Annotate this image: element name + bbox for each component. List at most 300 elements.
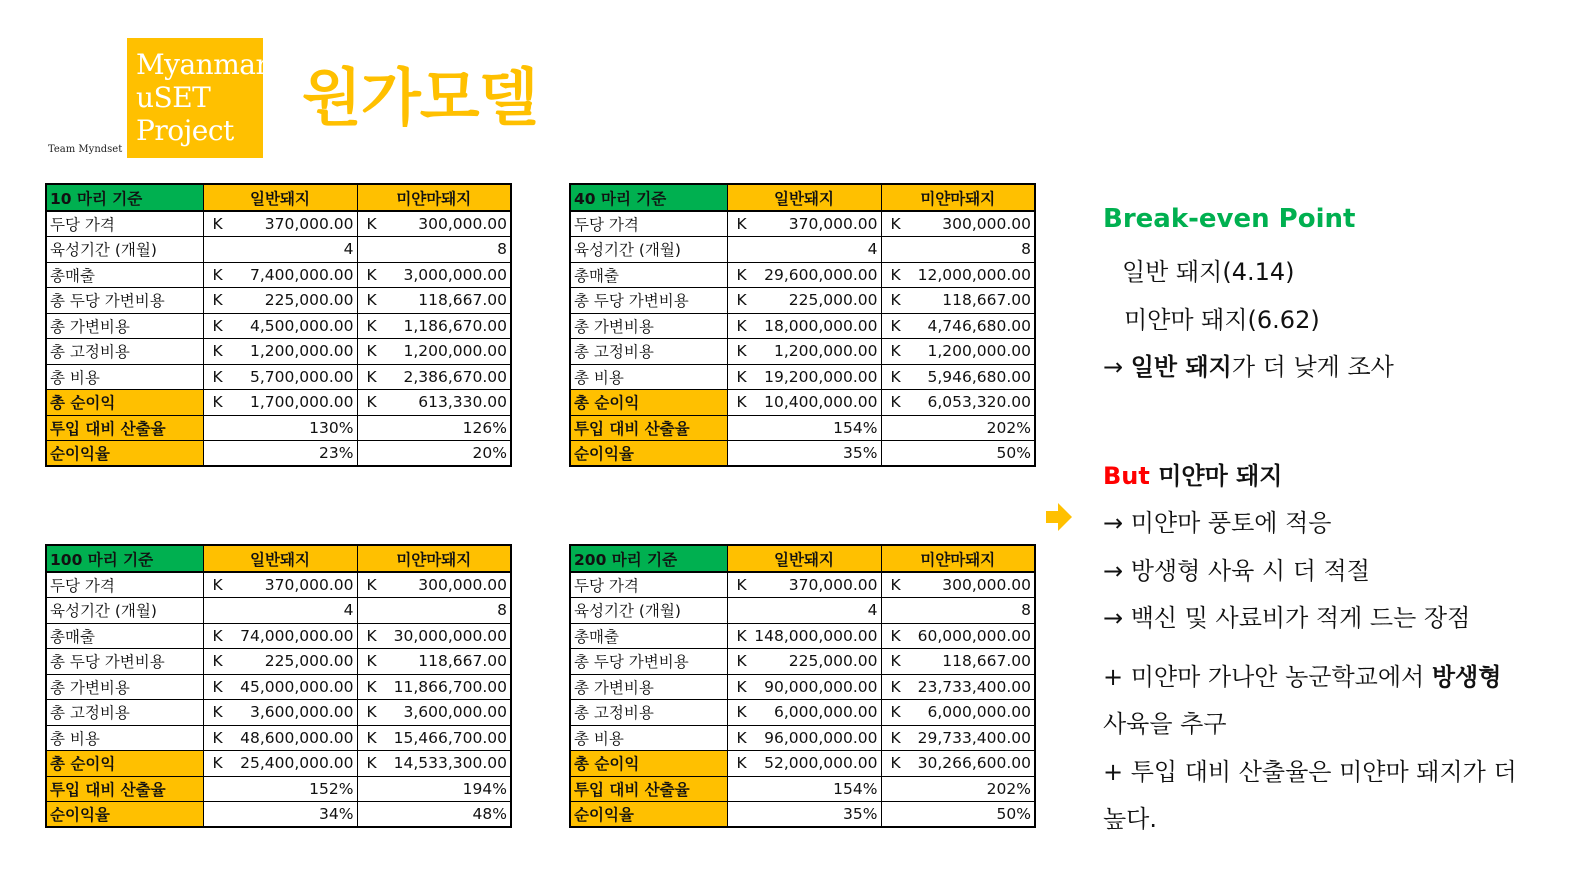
cell-value: 1,200,000.00: [249, 342, 354, 361]
table-row: [570, 441, 1035, 467]
row-label: 총 고정비용: [570, 700, 727, 726]
table-row: [46, 288, 511, 314]
currency-label: K: [890, 576, 901, 594]
table-header-label: 10 마리 기준: [46, 184, 203, 211]
column-header-general: 일반돼지: [203, 545, 357, 572]
but-rest: 미얀마 돼지: [1149, 462, 1283, 490]
currency-label: K: [890, 626, 901, 645]
cell-value: 12,000,000.00: [917, 265, 1031, 284]
value-cell: 4: [727, 237, 881, 263]
row-label: 순이익율: [570, 441, 727, 467]
row-label: 총매출: [46, 262, 203, 288]
value-cell: [881, 623, 1035, 649]
row-label: 총 순이익: [570, 390, 727, 416]
row-label: 육성기간 (개월): [46, 598, 203, 624]
value-cell: 8: [881, 598, 1035, 624]
currency-label: K: [736, 754, 747, 773]
additional-1: [1103, 657, 1501, 692]
cell-value: 96,000,000.00: [764, 728, 878, 747]
cell-value: 300,000.00: [418, 215, 507, 233]
row-label: 총매출: [570, 623, 727, 649]
value-cell: [727, 649, 881, 675]
currency-label: K: [366, 215, 377, 233]
row-label: 총 가변비용: [570, 313, 727, 339]
additional-2: + 투입 대비 산출율은 미얀마 돼지가 더: [1103, 758, 1517, 786]
row-label: 투입 대비 산출율: [570, 415, 727, 441]
value-cell: [357, 725, 511, 751]
cell-value: 74,000,000.00: [240, 626, 354, 645]
cost-table-40: [569, 183, 1036, 467]
bep-line-myanmar: 미얀마 돼지(6.62): [1124, 306, 1320, 334]
currency-label: K: [736, 393, 747, 412]
row-label: 두당 가격: [570, 572, 727, 598]
bep-title: Break-even Point: [1103, 204, 1356, 234]
table-row: [570, 674, 1035, 700]
currency-label: K: [890, 754, 901, 773]
cell-value: 300,000.00: [942, 576, 1031, 594]
value-cell: [727, 390, 881, 416]
value-cell: [727, 700, 881, 726]
additional-1-bold: 방생형: [1431, 663, 1502, 691]
value-cell: 8: [881, 237, 1035, 263]
table-row: [46, 364, 511, 390]
cell-value: 15,466,700.00: [393, 728, 507, 747]
column-header-myanmar: 미얀마돼지: [357, 184, 511, 211]
value-cell: [727, 623, 881, 649]
currency-label: K: [212, 342, 223, 361]
value-cell: [881, 390, 1035, 416]
cell-value: 6,053,320.00: [927, 393, 1031, 412]
currency-label: K: [212, 265, 223, 284]
table-row: [46, 441, 511, 467]
table-row: [570, 288, 1035, 314]
value-cell: [357, 751, 511, 777]
cell-value: 1,200,000.00: [773, 342, 878, 361]
value-cell: [727, 572, 881, 598]
table-row: [46, 751, 511, 777]
table-row: [570, 262, 1035, 288]
currency-label: K: [736, 677, 747, 696]
currency-label: K: [736, 652, 747, 671]
value-cell: [881, 262, 1035, 288]
value-cell: [357, 313, 511, 339]
table-row: [46, 237, 511, 263]
team-name: Team Myndset: [48, 144, 123, 155]
row-label: 총 두당 가변비용: [570, 649, 727, 675]
table-row: [46, 390, 511, 416]
currency-label: K: [366, 703, 377, 722]
currency-label: K: [890, 265, 901, 284]
currency-label: K: [890, 291, 901, 310]
currency-label: K: [366, 316, 377, 335]
value-cell: [727, 211, 881, 237]
table-row: [570, 415, 1035, 441]
cost-table-10: [45, 183, 512, 467]
logo-line: Project: [136, 114, 234, 147]
currency-label: K: [890, 342, 901, 361]
cost-table-200: [569, 544, 1036, 828]
value-cell: [881, 700, 1035, 726]
value-cell: [357, 262, 511, 288]
value-cell: [727, 339, 881, 365]
row-label: 두당 가격: [46, 211, 203, 237]
bep-conclusion: [1103, 347, 1394, 382]
value-cell: 130%: [203, 415, 357, 441]
value-cell: [203, 674, 357, 700]
table-row: [570, 598, 1035, 624]
table-header-row: [570, 184, 1035, 211]
currency-label: K: [890, 393, 901, 412]
cell-value: 225,000.00: [264, 652, 354, 671]
table-row: [570, 751, 1035, 777]
currency-label: K: [366, 291, 377, 310]
value-cell: [203, 288, 357, 314]
table-header-label: 100 마리 기준: [46, 545, 203, 572]
value-cell: [881, 725, 1035, 751]
value-cell: [727, 751, 881, 777]
value-cell: [357, 211, 511, 237]
column-header-myanmar: 미얀마돼지: [881, 545, 1035, 572]
cell-value: 613,330.00: [418, 393, 507, 412]
table-row: [46, 313, 511, 339]
row-label: 두당 가격: [46, 572, 203, 598]
row-label: 육성기간 (개월): [570, 237, 727, 263]
value-cell: 8: [357, 237, 511, 263]
row-label: 투입 대비 산출율: [46, 415, 203, 441]
additional-1-cont: 사육을 추구: [1103, 710, 1227, 738]
cell-value: 3,600,000.00: [403, 703, 507, 722]
table-header-row: [570, 545, 1035, 572]
value-cell: [203, 572, 357, 598]
value-cell: [881, 572, 1035, 598]
currency-label: K: [736, 728, 747, 747]
point-2: → 방생형 사육 시 더 적절: [1103, 557, 1370, 585]
value-cell: [881, 364, 1035, 390]
cell-value: 10,400,000.00: [764, 393, 878, 412]
table-row: [46, 415, 511, 441]
value-cell: 4: [203, 598, 357, 624]
currency-label: K: [212, 626, 223, 645]
cell-value: 370,000.00: [264, 215, 354, 233]
currency-label: K: [212, 367, 223, 386]
cost-table-100: [45, 544, 512, 828]
value-cell: [357, 649, 511, 675]
value-cell: [203, 339, 357, 365]
value-cell: [727, 674, 881, 700]
table-row: [46, 572, 511, 598]
cell-value: 118,667.00: [418, 291, 507, 310]
currency-label: K: [212, 393, 223, 412]
column-header-general: 일반돼지: [727, 545, 881, 572]
cell-value: 60,000,000.00: [917, 626, 1031, 645]
currency-label: K: [366, 626, 377, 645]
cell-value: 370,000.00: [264, 576, 354, 594]
table-row: [46, 802, 511, 828]
cell-value: 30,000,000.00: [393, 626, 507, 645]
table-row: [570, 776, 1035, 802]
table-row: [570, 802, 1035, 828]
cell-value: 29,733,400.00: [917, 728, 1031, 747]
value-cell: [203, 649, 357, 675]
bep-arrow: →: [1103, 353, 1131, 381]
cell-value: 6,000,000.00: [773, 703, 878, 722]
value-cell: [881, 288, 1035, 314]
value-cell: [203, 262, 357, 288]
value-cell: [881, 751, 1035, 777]
table-row: [570, 237, 1035, 263]
cell-value: 300,000.00: [418, 576, 507, 594]
table-row: [570, 313, 1035, 339]
cell-value: 19,200,000.00: [764, 367, 878, 386]
value-cell: [881, 211, 1035, 237]
column-header-myanmar: 미얀마돼지: [357, 545, 511, 572]
row-label: 총 비용: [570, 364, 727, 390]
row-label: 총매출: [570, 262, 727, 288]
value-cell: 50%: [881, 441, 1035, 467]
cell-value: 90,000,000.00: [764, 677, 878, 696]
cell-value: 118,667.00: [942, 652, 1031, 671]
project-logo: [127, 38, 269, 158]
row-label: 총 순이익: [570, 751, 727, 777]
currency-label: K: [366, 576, 377, 594]
but-line: [1103, 456, 1283, 491]
bep-line-general: 일반 돼지(4.14): [1122, 258, 1295, 286]
additional-2-cont: 높다.: [1103, 805, 1157, 833]
currency-label: K: [890, 652, 901, 671]
value-cell: [203, 211, 357, 237]
cell-value: 4,500,000.00: [249, 316, 354, 335]
point-3: → 백신 및 사료비가 적게 드는 장점: [1103, 604, 1471, 632]
value-cell: [357, 288, 511, 314]
currency-label: K: [890, 728, 901, 747]
cell-value: 5,700,000.00: [249, 367, 354, 386]
row-label: 총 순이익: [46, 390, 203, 416]
row-label: 총 비용: [570, 725, 727, 751]
row-label: 육성기간 (개월): [570, 598, 727, 624]
logo-line: uSET: [136, 81, 211, 114]
row-label: 순이익율: [46, 802, 203, 828]
value-cell: [357, 364, 511, 390]
arrow-right-icon: [1046, 503, 1072, 531]
column-header-myanmar: 미얀마돼지: [881, 184, 1035, 211]
cell-value: 18,000,000.00: [764, 316, 878, 335]
currency-label: K: [366, 754, 377, 773]
value-cell: 35%: [727, 802, 881, 828]
table-row: [46, 623, 511, 649]
currency-label: K: [736, 291, 747, 310]
value-cell: 35%: [727, 441, 881, 467]
currency-label: K: [366, 342, 377, 361]
cell-value: 30,266,600.00: [917, 754, 1031, 773]
table-row: [46, 598, 511, 624]
cell-value: 25,400,000.00: [240, 754, 354, 773]
table-row: [46, 725, 511, 751]
currency-label: K: [736, 342, 747, 361]
cell-value: 225,000.00: [788, 291, 878, 310]
bep-bold: 일반 돼지: [1130, 353, 1232, 381]
currency-label: K: [366, 265, 377, 284]
row-label: 총 고정비용: [570, 339, 727, 365]
value-cell: 154%: [727, 415, 881, 441]
value-cell: [727, 288, 881, 314]
cell-value: 148,000,000.00: [754, 626, 878, 645]
cell-value: 1,700,000.00: [249, 393, 354, 412]
row-label: 총 고정비용: [46, 339, 203, 365]
table-row: [570, 211, 1035, 237]
value-cell: [727, 262, 881, 288]
cell-value: 118,667.00: [942, 291, 1031, 310]
cell-value: 118,667.00: [418, 652, 507, 671]
currency-label: K: [736, 626, 747, 645]
row-label: 총 가변비용: [46, 674, 203, 700]
value-cell: 152%: [203, 776, 357, 802]
value-cell: [881, 649, 1035, 675]
value-cell: 50%: [881, 802, 1035, 828]
bep-rest: 가 더 낮게 조사: [1231, 353, 1394, 381]
currency-label: K: [736, 703, 747, 722]
value-cell: [357, 700, 511, 726]
table-header-label: 200 마리 기준: [570, 545, 727, 572]
value-cell: [203, 313, 357, 339]
value-cell: [203, 700, 357, 726]
currency-label: K: [890, 215, 901, 233]
cell-value: 225,000.00: [264, 291, 354, 310]
table-row: [46, 649, 511, 675]
row-label: 총 두당 가변비용: [46, 288, 203, 314]
table-row: [570, 623, 1035, 649]
currency-label: K: [212, 576, 223, 594]
value-cell: [357, 674, 511, 700]
row-label: 투입 대비 산출율: [46, 776, 203, 802]
currency-label: K: [212, 652, 223, 671]
value-cell: 202%: [881, 415, 1035, 441]
currency-label: K: [366, 652, 377, 671]
value-cell: 126%: [357, 415, 511, 441]
value-cell: [357, 390, 511, 416]
cell-value: 225,000.00: [788, 652, 878, 671]
row-label: 두당 가격: [570, 211, 727, 237]
currency-label: K: [890, 367, 901, 386]
currency-label: K: [212, 291, 223, 310]
value-cell: 20%: [357, 441, 511, 467]
table-row: [570, 364, 1035, 390]
cell-value: 370,000.00: [788, 576, 878, 594]
cell-value: 5,946,680.00: [927, 367, 1031, 386]
cell-value: 23,733,400.00: [917, 677, 1031, 696]
cell-value: 48,600,000.00: [240, 728, 354, 747]
row-label: 총 순이익: [46, 751, 203, 777]
table-row: [570, 572, 1035, 598]
row-label: 총 비용: [46, 364, 203, 390]
row-label: 순이익율: [46, 441, 203, 467]
currency-label: K: [736, 215, 747, 233]
row-label: 총매출: [46, 623, 203, 649]
table-row: [46, 674, 511, 700]
cell-value: 6,000,000.00: [927, 703, 1031, 722]
value-cell: [203, 751, 357, 777]
cell-value: 14,533,300.00: [393, 754, 507, 773]
value-cell: 194%: [357, 776, 511, 802]
currency-label: K: [736, 265, 747, 284]
value-cell: [727, 364, 881, 390]
cell-value: 1,200,000.00: [403, 342, 507, 361]
cell-value: 1,186,670.00: [403, 316, 507, 335]
row-label: 총 비용: [46, 725, 203, 751]
value-cell: 4: [727, 598, 881, 624]
currency-label: K: [212, 728, 223, 747]
table-header-row: [46, 184, 511, 211]
value-cell: 4: [203, 237, 357, 263]
value-cell: [203, 364, 357, 390]
table-header-label: 40 마리 기준: [570, 184, 727, 211]
value-cell: [357, 572, 511, 598]
row-label: 투입 대비 산출율: [570, 776, 727, 802]
cell-value: 1,200,000.00: [927, 342, 1031, 361]
currency-label: K: [736, 576, 747, 594]
currency-label: K: [366, 728, 377, 747]
cell-value: 4,746,680.00: [927, 316, 1031, 335]
table-row: [46, 262, 511, 288]
value-cell: 34%: [203, 802, 357, 828]
value-cell: [203, 725, 357, 751]
row-label: 총 고정비용: [46, 700, 203, 726]
table-row: [46, 776, 511, 802]
page-title: 원가모델: [302, 61, 538, 134]
currency-label: K: [366, 677, 377, 696]
column-header-general: 일반돼지: [203, 184, 357, 211]
value-cell: [203, 623, 357, 649]
currency-label: K: [890, 677, 901, 696]
currency-label: K: [890, 703, 901, 722]
table-row: [570, 700, 1035, 726]
currency-label: K: [212, 703, 223, 722]
cell-value: 370,000.00: [788, 215, 878, 233]
currency-label: K: [212, 316, 223, 335]
table-row: [570, 339, 1035, 365]
value-cell: [881, 674, 1035, 700]
cell-value: 2,386,670.00: [403, 367, 507, 386]
currency-label: K: [736, 316, 747, 335]
value-cell: 23%: [203, 441, 357, 467]
row-label: 총 가변비용: [46, 313, 203, 339]
value-cell: [357, 623, 511, 649]
currency-label: K: [890, 316, 901, 335]
logo-line: Myanmar: [136, 48, 269, 81]
table-row: [46, 339, 511, 365]
cell-value: 11,866,700.00: [393, 677, 507, 696]
additional-1-pre: + 미얀마 가나안 농군학교에서: [1103, 663, 1432, 691]
cell-value: 52,000,000.00: [764, 754, 878, 773]
currency-label: K: [366, 367, 377, 386]
table-row: [570, 725, 1035, 751]
currency-label: K: [736, 367, 747, 386]
column-header-general: 일반돼지: [727, 184, 881, 211]
table-row: [46, 700, 511, 726]
value-cell: [727, 725, 881, 751]
cell-value: 7,400,000.00: [249, 265, 354, 284]
currency-label: K: [212, 677, 223, 696]
cell-value: 300,000.00: [942, 215, 1031, 233]
value-cell: 154%: [727, 776, 881, 802]
table-row: [570, 649, 1035, 675]
value-cell: [881, 339, 1035, 365]
currency-label: K: [366, 393, 377, 412]
cell-value: 29,600,000.00: [764, 265, 878, 284]
value-cell: 202%: [881, 776, 1035, 802]
value-cell: [727, 313, 881, 339]
point-1: → 미얀마 풍토에 적응: [1103, 509, 1332, 537]
cell-value: 45,000,000.00: [240, 677, 354, 696]
